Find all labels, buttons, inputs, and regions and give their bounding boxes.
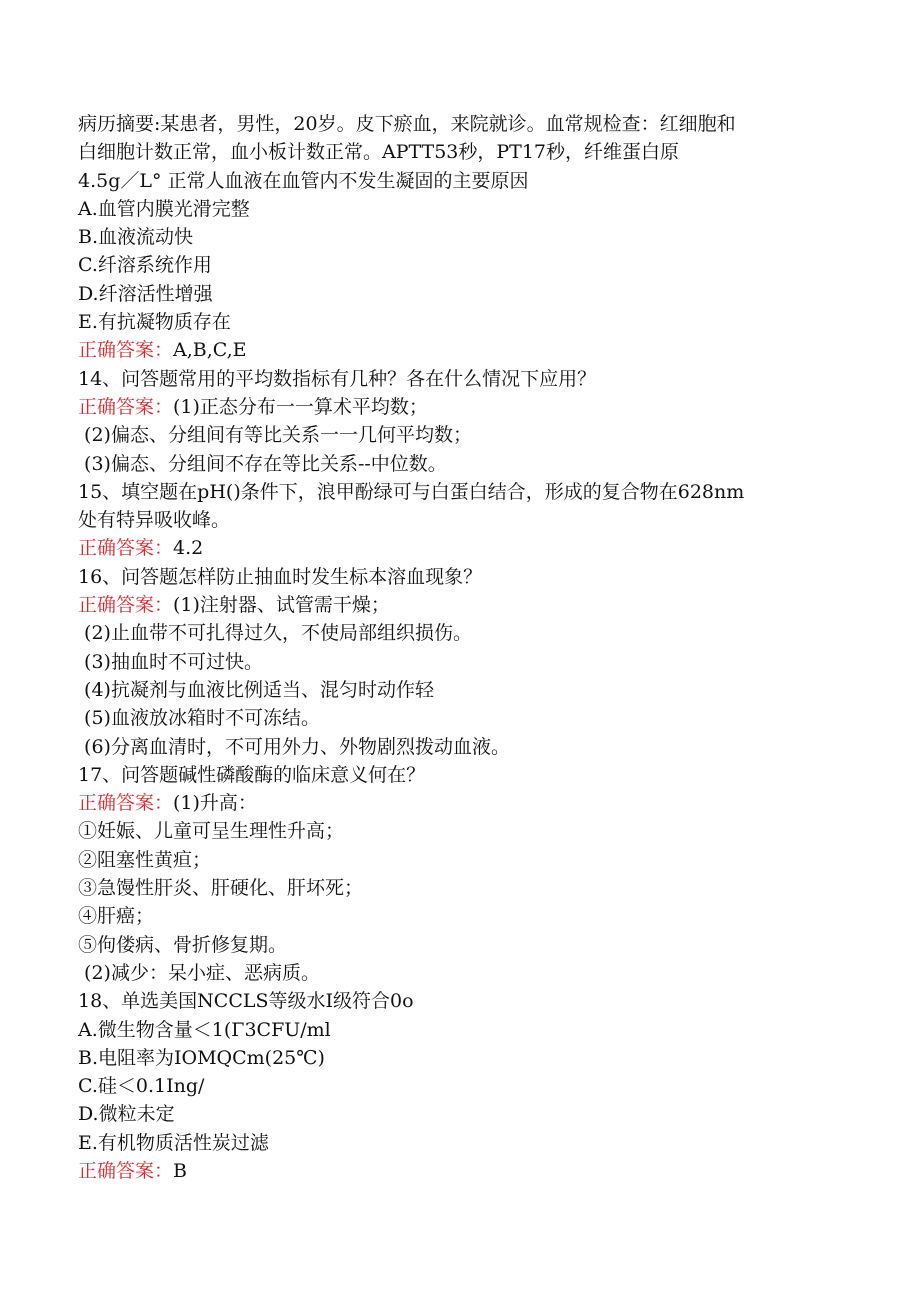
answer-label: 正确答案： xyxy=(78,792,174,815)
text-line xyxy=(78,931,848,959)
line-text: ②阻塞性黄疸； xyxy=(78,848,212,871)
line-text: E.有抗凝物质存在 xyxy=(78,311,231,334)
line-text: D.纤溶活性增强 xyxy=(78,282,213,305)
text-line xyxy=(78,648,848,676)
line-text: 15、填空题在pH()条件下，浪甲酚绿可与白蛋白结合，形成的复合物在628nm xyxy=(78,480,745,503)
text-line xyxy=(78,761,848,789)
line-text: C.纤溶系统作用 xyxy=(78,254,212,277)
answer-label: 正确答案： xyxy=(78,537,174,560)
answer-line xyxy=(78,393,848,421)
text-line xyxy=(78,846,848,874)
answer-label: 正确答案： xyxy=(78,1159,174,1182)
text-line xyxy=(78,902,848,930)
text-line xyxy=(78,874,848,902)
line-text: (5)血液放冰箱时不可冻结。 xyxy=(78,707,320,730)
line-text: 处有特异吸收峰。 xyxy=(78,509,231,532)
line-text: 18、单选美国NCCLS等级水Ⅰ级符合0o xyxy=(78,990,414,1013)
text-line xyxy=(78,308,848,336)
answer-text: A,B,C,E xyxy=(173,339,247,362)
line-text: (3)偏态、分组间不存在等比关系--中位数。 xyxy=(78,452,447,475)
text-line xyxy=(78,421,848,449)
text-line xyxy=(78,506,848,534)
text-line xyxy=(78,1072,848,1100)
text-line xyxy=(78,1129,848,1157)
answer-label: 正确答案： xyxy=(78,594,174,617)
line-text: (3)抽血时不可过快。 xyxy=(78,650,263,673)
line-text: C.硅＜0.1Ing/ xyxy=(78,1075,205,1098)
text-line xyxy=(78,959,848,987)
text-line xyxy=(78,167,848,195)
line-text: A.血管内膜光滑完整 xyxy=(78,197,250,220)
answer-text: (1)注射器、试管需干燥； xyxy=(173,594,390,617)
text-line xyxy=(78,1016,848,1044)
line-text: 白细胞计数正常，血小板计数正常。APTT53秒，PT17秒，纤维蛋白原 xyxy=(78,141,680,164)
answer-line xyxy=(78,1157,848,1185)
answer-line xyxy=(78,789,848,817)
text-line xyxy=(78,110,848,138)
text-line xyxy=(78,195,848,223)
line-text: ⑤佝偻病、骨折修复期。 xyxy=(78,933,288,956)
answer-text: (1)正态分布一一算术平均数； xyxy=(173,395,428,418)
line-text: B.电阻率为IOMQCm(25℃) xyxy=(78,1046,325,1069)
line-text: B.血液流动快 xyxy=(78,226,194,249)
line-text: ④肝癌； xyxy=(78,905,155,928)
line-text: 病历摘要:某患者，男性，20岁。皮下瘀血，来院就诊。血常规检查：红细胞和 xyxy=(78,113,736,135)
text-line xyxy=(78,280,848,308)
line-text: (6)分离血清时，不可用外力、外物剧烈拨动血液。 xyxy=(78,735,510,758)
text-line xyxy=(78,1100,848,1128)
text-line xyxy=(78,987,848,1015)
answer-line xyxy=(78,336,848,364)
text-line xyxy=(78,223,848,251)
line-text: (4)抗凝剂与血液比例适当、混匀时动作轻 xyxy=(78,678,434,701)
line-text: (2)止血带不可扎得过久，不使局部组织损伤。 xyxy=(78,622,472,645)
text-line xyxy=(78,676,848,704)
answer-text: (1)升高： xyxy=(173,792,257,815)
line-text: E.有机物质活性炭过滤 xyxy=(78,1131,269,1154)
text-line xyxy=(78,1044,848,1072)
text-line xyxy=(78,563,848,591)
line-text: A.微生物含量＜1(Γ3CFU/ml xyxy=(78,1018,331,1041)
answer-text: 4.2 xyxy=(173,537,204,560)
line-text: ③急馒性肝炎、肝硬化、肝坏死； xyxy=(78,877,364,900)
text-line xyxy=(78,478,848,506)
line-text: 14、问答题常用的平均数指标有几种？各在什么情况下应用？ xyxy=(78,367,597,390)
text-line xyxy=(78,733,848,761)
answer-line xyxy=(78,591,848,619)
line-text: (2)减少：呆小症、恶病质。 xyxy=(78,961,320,984)
text-line xyxy=(78,704,848,732)
line-text: 17、问答题碱性磷酸酶的临床意义何在？ xyxy=(78,763,426,786)
line-text: (2)偏态、分组间有等比关系一一几何平均数； xyxy=(78,424,472,447)
answer-line xyxy=(78,534,848,562)
answer-text: B xyxy=(173,1159,187,1182)
text-line xyxy=(78,450,848,478)
line-text: 4.5g／L° 正常人血液在血管内不发生凝固的主要原因 xyxy=(78,169,529,192)
document-body xyxy=(78,110,848,1185)
answer-label: 正确答案： xyxy=(78,339,174,362)
text-line xyxy=(78,817,848,845)
text-line xyxy=(78,138,848,166)
text-line xyxy=(78,251,848,279)
text-line xyxy=(78,619,848,647)
document-page xyxy=(78,110,848,1185)
text-line xyxy=(78,365,848,393)
answer-label: 正确答案： xyxy=(78,395,174,418)
line-text: 16、问答题怎样防止抽血时发生标本溶血现象？ xyxy=(78,565,483,588)
line-text: ①妊娠、儿童可呈生理性升高； xyxy=(78,820,345,843)
line-text: D.微粒未定 xyxy=(78,1103,175,1126)
